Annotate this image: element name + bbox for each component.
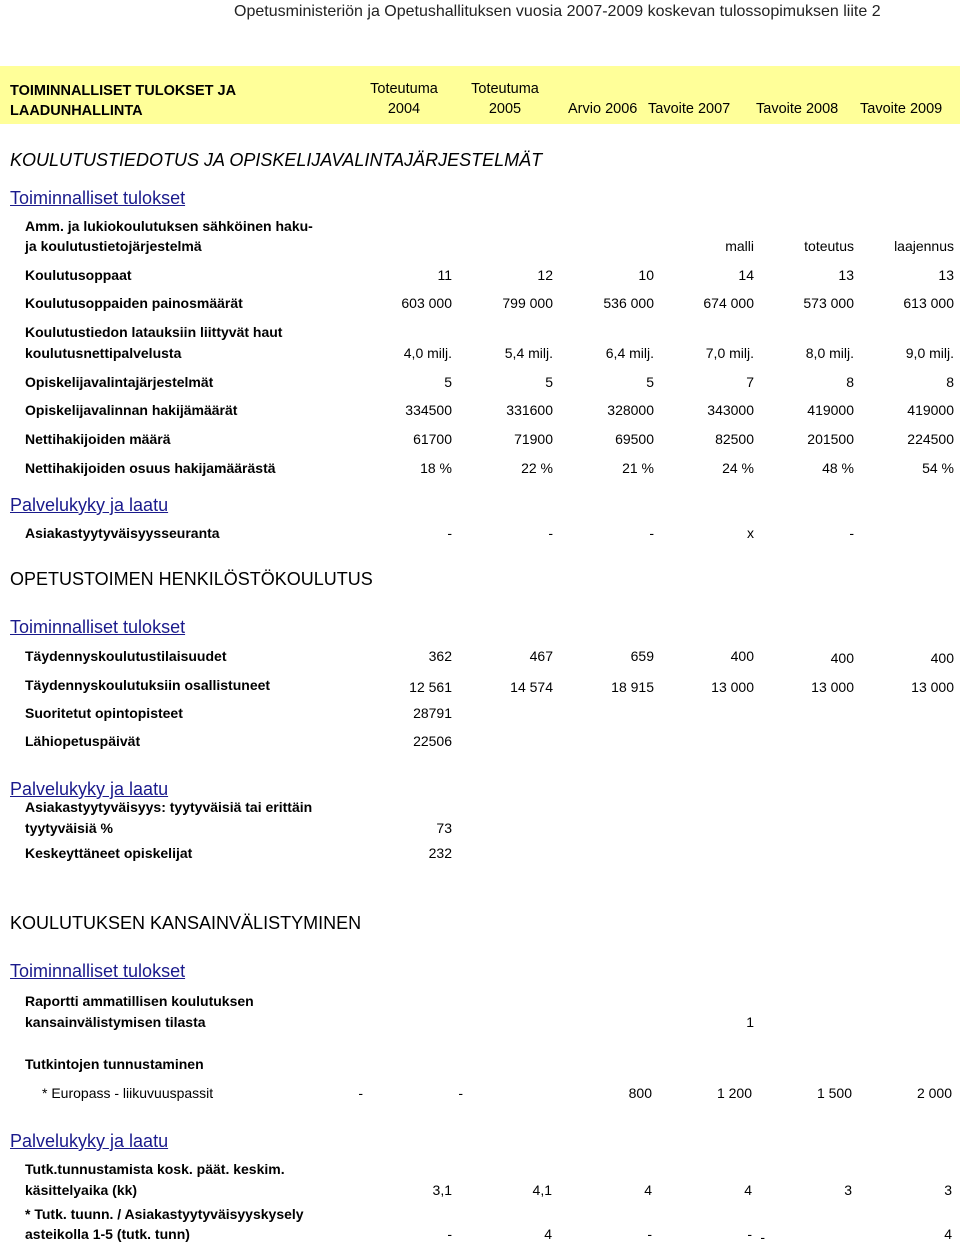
table-cell: 69500 bbox=[615, 431, 654, 447]
table-cell: 343000 bbox=[707, 402, 754, 418]
subsection-toiminnalliset-3: Toiminnalliset tulokset bbox=[10, 961, 186, 981]
table-cell: 54 % bbox=[922, 460, 954, 476]
table-cell: 362 bbox=[428, 648, 452, 664]
table-cell: 48 % bbox=[822, 460, 854, 476]
table-cell: 73 bbox=[436, 820, 452, 836]
section-title-kansainvalistyminen: KOULUTUKSEN KANSAINVÄLISTYMINEN bbox=[10, 913, 362, 933]
table-cell: 4 bbox=[944, 1226, 952, 1242]
row-label-opiskelijavalintajarjestelmat: Opiskelijavalintajärjestelmät bbox=[25, 374, 214, 390]
table-cell: 22506 bbox=[413, 733, 452, 749]
table-cell: 3,1 bbox=[432, 1182, 452, 1198]
row-label-taydennyskoulutustilaisuudet: Täydennyskoulutustilaisuudet bbox=[25, 648, 227, 664]
table-cell: 7 bbox=[746, 374, 754, 390]
cell-haku-2008: toteutus bbox=[804, 238, 854, 254]
col-header-tavoite-2009: Tavoite 2009 bbox=[860, 101, 943, 117]
table-cell: 2 000 bbox=[916, 1085, 952, 1101]
table-cell: 467 bbox=[529, 648, 553, 664]
col-header-2004-line2: 2004 bbox=[387, 101, 421, 117]
row-label-raportti-line2: kansainvälistymisen tilasta bbox=[25, 1014, 206, 1030]
table-cell: 799 000 bbox=[502, 295, 553, 311]
table-cell: 11 bbox=[437, 267, 452, 283]
table-cell: 82500 bbox=[715, 431, 754, 447]
row-label-keskeyttaneet: Keskeyttäneet opiskelijat bbox=[25, 845, 193, 861]
col-header-tavoite-2008: Tavoite 2008 bbox=[756, 101, 839, 117]
table-cell: 400 bbox=[830, 650, 854, 666]
table-cell: 400 bbox=[930, 650, 954, 666]
row-label-asteikko-line1: * Tutk. tuunn. / Asiakastyytyväisyyskysely bbox=[25, 1206, 304, 1222]
row-label-kasittelyaika-line2: käsittelyaika (kk) bbox=[25, 1182, 138, 1198]
table-cell: 674 000 bbox=[703, 295, 754, 311]
table-cell: 7,0 milj. bbox=[705, 345, 754, 361]
section-title-henkilostokoulutus: OPETUSTOIMEN HENKILÖSTÖKOULUTUS bbox=[10, 569, 373, 589]
table-cell: 6,4 milj. bbox=[605, 345, 654, 361]
row-label-painosmaarat: Koulutusoppaiden painosmäärät bbox=[25, 295, 243, 311]
cell-haku-2009: laajennus bbox=[894, 238, 954, 254]
row-label-kasittelyaika-line1: Tutk.tunnustamista kosk. päät. keskim. bbox=[25, 1161, 285, 1177]
col-header-2005-line1: Toteutuma bbox=[471, 81, 539, 97]
table-cell: 1 bbox=[746, 1014, 754, 1030]
table-cell: 659 bbox=[630, 648, 654, 664]
table-cell: 4 bbox=[644, 1182, 652, 1198]
row-label-asiakastyytyvaisyys-line1: Asiakastyytyväisyys: tyytyväisiä tai erittäin bbox=[25, 799, 313, 815]
table-cell: x bbox=[747, 525, 754, 541]
table-cell: 573 000 bbox=[803, 295, 854, 311]
table-cell: - bbox=[458, 1085, 463, 1101]
table-cell: 22 % bbox=[521, 460, 553, 476]
table-cell: 4 bbox=[744, 1182, 752, 1198]
table-cell: 12 bbox=[537, 267, 553, 283]
table-cell: 5 bbox=[646, 374, 654, 390]
row-label-asteikko-line2: asteikolla 1-5 (tutk. tunn) bbox=[25, 1226, 190, 1242]
row-label-europass: * Europass - liikuvuuspassit bbox=[42, 1085, 214, 1101]
subsection-toiminnalliset-1: Toiminnalliset tulokset bbox=[10, 188, 186, 208]
table-cell: 9,0 milj. bbox=[905, 345, 954, 361]
table-cell: 13 bbox=[938, 267, 954, 283]
table-cell: 232 bbox=[428, 845, 452, 861]
table-cell: 13 000 bbox=[811, 679, 854, 695]
table-cell: 10 bbox=[638, 267, 654, 283]
table-cell: 13 000 bbox=[911, 679, 954, 695]
row-label-lataukset-line2: koulutusnettipalvelusta bbox=[25, 345, 182, 361]
table-cell: 5 bbox=[545, 374, 553, 390]
subsection-palvelukyky-3: Palvelukyky ja laatu bbox=[10, 1131, 169, 1151]
table-cell: 4,1 bbox=[532, 1182, 552, 1198]
table-cell: 201500 bbox=[807, 431, 854, 447]
col-header-2004-line1: Toteutuma bbox=[370, 81, 438, 97]
table-cell: 5,4 milj. bbox=[504, 345, 553, 361]
row-label-opintopisteet: Suoritetut opintopisteet bbox=[25, 705, 183, 721]
table-cell: 328000 bbox=[607, 402, 654, 418]
table-cell: 419000 bbox=[907, 402, 954, 418]
row-label-haku-line1: Amm. ja lukiokoulutuksen sähköinen haku- bbox=[25, 218, 313, 234]
table-cell: 331600 bbox=[506, 402, 553, 418]
cell-haku-2007: malli bbox=[725, 238, 754, 254]
table-cell: - bbox=[649, 525, 654, 541]
row-label-raportti-line1: Raportti ammatillisen koulutuksen bbox=[25, 993, 254, 1009]
row-label-koulutusoppaat: Koulutusoppaat bbox=[25, 267, 132, 283]
band-title-line2: LAADUNHALLINTA bbox=[10, 103, 143, 119]
table-cell: - bbox=[647, 1226, 652, 1242]
table-cell: 13 bbox=[838, 267, 854, 283]
row-label-asiakastyytyvaisyysseuranta: Asiakastyytyväisyysseuranta bbox=[25, 525, 220, 541]
table-cell: 4 bbox=[544, 1226, 552, 1242]
table-cell: - bbox=[447, 525, 452, 541]
row-label-tutkintojen-tunnustaminen: Tutkintojen tunnustaminen bbox=[25, 1056, 204, 1072]
band-title-line1: TOIMINNALLISET TULOKSET JA bbox=[10, 83, 237, 99]
table-cell: 12 561 bbox=[409, 679, 452, 695]
table-cell: 224500 bbox=[907, 431, 954, 447]
row-label-nettihakijoiden-osuus: Nettihakijoiden osuus hakijamäärästä bbox=[25, 460, 276, 476]
col-header-2005-line2: 2005 bbox=[488, 101, 522, 117]
subsection-palvelukyky-1: Palvelukyky ja laatu bbox=[10, 495, 169, 515]
table-cell: 18 % bbox=[420, 460, 452, 476]
table-cell: 613 000 bbox=[903, 295, 954, 311]
row-label-osallistuneet: Täydennyskoulutuksiin osallistuneet bbox=[25, 677, 271, 693]
table-cell: 61700 bbox=[413, 431, 452, 447]
table-cell: 4,0 milj. bbox=[403, 345, 452, 361]
table-cell: 1 200 bbox=[716, 1085, 752, 1101]
table-cell: 800 bbox=[628, 1085, 652, 1101]
table-cell: 8 bbox=[946, 374, 954, 390]
table-cell: - bbox=[760, 1229, 765, 1245]
table-cell: - bbox=[447, 1226, 452, 1242]
table-cell: 24 % bbox=[722, 460, 754, 476]
table-cell: 14 bbox=[738, 267, 754, 283]
table-cell: 1 500 bbox=[816, 1085, 852, 1101]
row-label-asiakastyytyvaisyys-line2: tyytyväisiä % bbox=[25, 820, 113, 836]
table-cell: 419000 bbox=[807, 402, 854, 418]
subsection-toiminnalliset-2: Toiminnalliset tulokset bbox=[10, 617, 186, 637]
col-header-arvio-2006: Arvio 2006 bbox=[568, 101, 638, 117]
table-cell: 13 000 bbox=[711, 679, 754, 695]
table-cell: - bbox=[747, 1226, 752, 1242]
table-cell: 5 bbox=[444, 374, 452, 390]
table-cell: 334500 bbox=[405, 402, 452, 418]
col-header-tavoite-2007: Tavoite 2007 bbox=[648, 101, 731, 117]
table-cell: 18 915 bbox=[611, 679, 654, 695]
table-cell: - bbox=[849, 525, 854, 541]
table-cell: 28791 bbox=[413, 705, 452, 721]
table-cell: 71900 bbox=[514, 431, 553, 447]
document-header: Opetusministeriön ja Opetushallituksen vuosia 2007-2009 koskevan tulossopimuksen liite 2 bbox=[234, 3, 881, 20]
table-cell: 3 bbox=[844, 1182, 852, 1198]
table-cell: 536 000 bbox=[603, 295, 654, 311]
row-label-lataukset-line1: Koulutustiedon latauksiin liittyvät haut bbox=[25, 324, 283, 340]
row-label-lahiopetuspaivat: Lähiopetuspäivät bbox=[25, 733, 141, 749]
table-cell: 8,0 milj. bbox=[805, 345, 854, 361]
subsection-palvelukyky-2: Palvelukyky ja laatu bbox=[10, 779, 169, 799]
table-cell: - bbox=[548, 525, 553, 541]
table-cell: 603 000 bbox=[401, 295, 452, 311]
section-title-koulutustiedotus: KOULUTUSTIEDOTUS JA OPISKELIJAVALINTAJÄRJESTELMÄT bbox=[10, 150, 543, 170]
row-label-nettihakijat: Nettihakijoiden määrä bbox=[25, 431, 171, 447]
row-label-hakijamaarat: Opiskelijavalinnan hakijämäärät bbox=[25, 402, 238, 418]
table-cell: 8 bbox=[846, 374, 854, 390]
row-label-haku-line2: ja koulutustietojärjestelmä bbox=[25, 238, 202, 254]
table-cell: - bbox=[358, 1085, 363, 1101]
table-cell: 3 bbox=[944, 1182, 952, 1198]
table-cell: 21 % bbox=[622, 460, 654, 476]
table-cell: 14 574 bbox=[510, 679, 553, 695]
table-cell: 400 bbox=[730, 648, 754, 664]
